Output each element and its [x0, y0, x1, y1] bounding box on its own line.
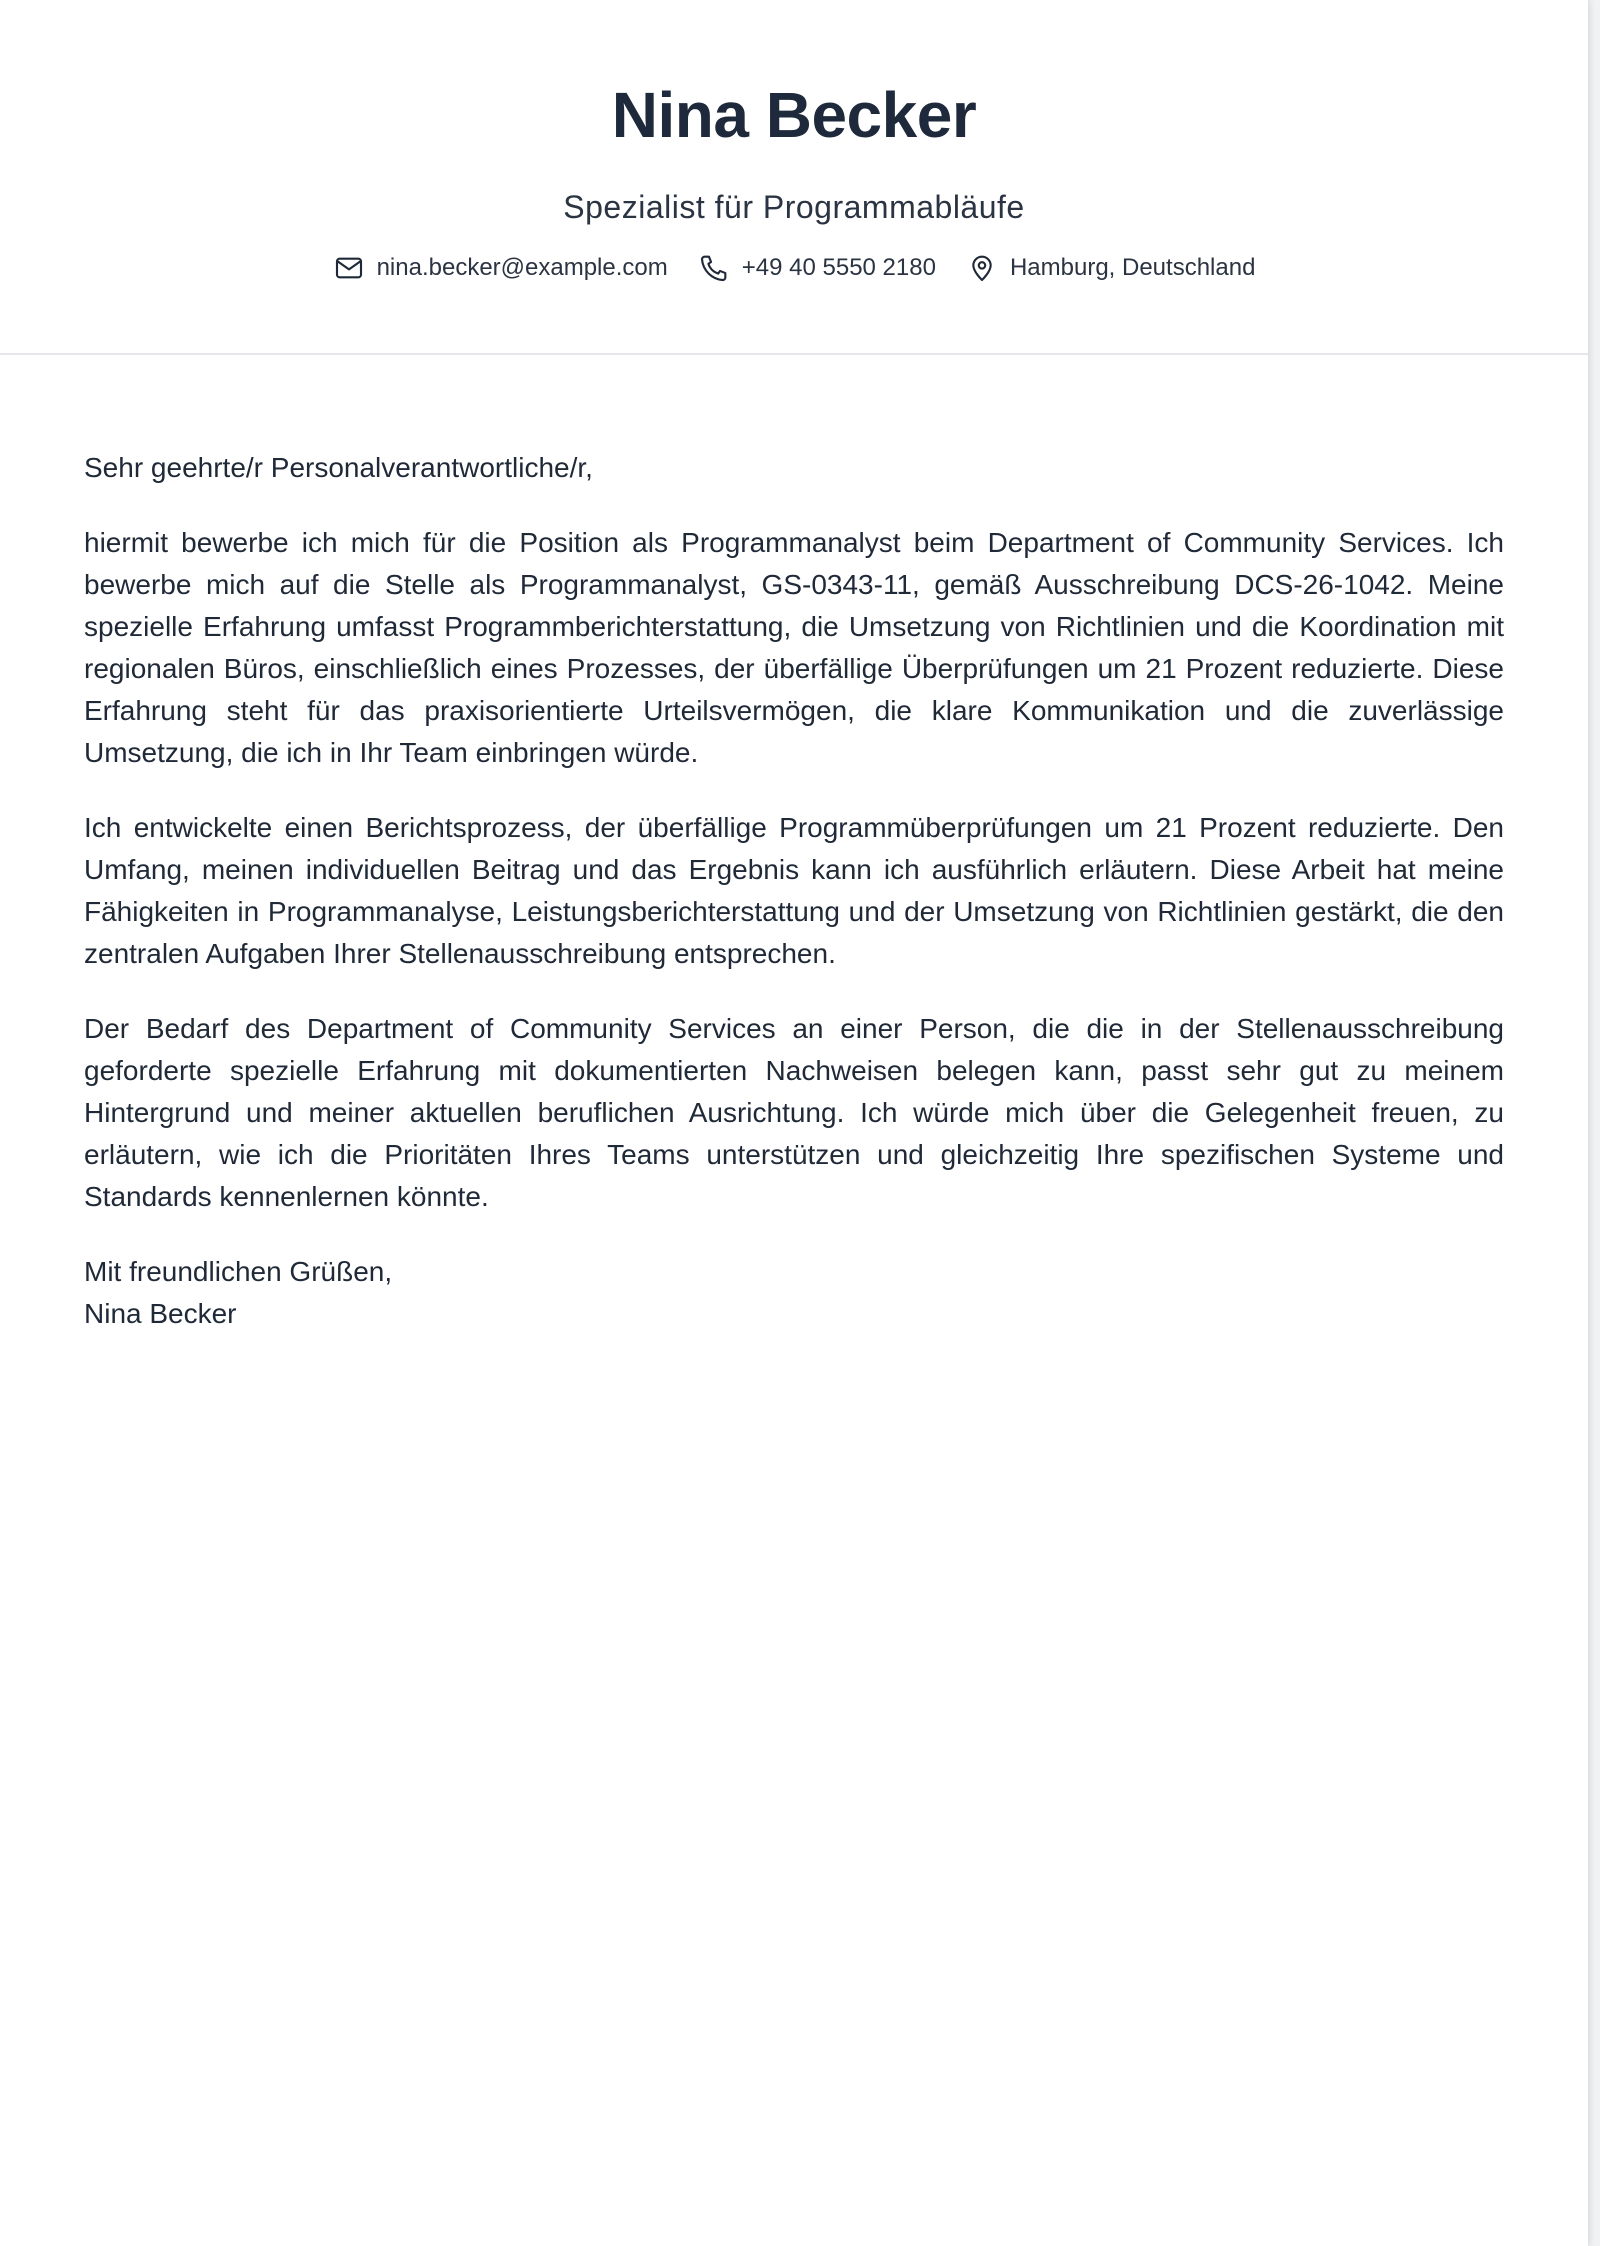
paragraph-experience: Ich entwickelte einen Berichtsprozess, der überfällige Programmüberprüfungen um 21 Prozent reduzierte. Den Umfang, meinen individuellen Beitrag und das Ergebnis kann ich ausführlich erläutern. Diese Arbeit hat meine Fähigkeiten in Programmanalyse, Leistungsberichterstattung und der Umsetzung von Richtlinien gestärkt, die den zentralen Aufgaben Ihrer Stellenausschreibung entsprechen. — [84, 812, 1504, 969]
location-text: Hamburg, Deutschland — [1009, 254, 1256, 281]
phone-text: +49 40 5550 2180 — [741, 254, 936, 281]
salutation: Sehr geehrte/r Personalverantwortliche/r, — [84, 452, 593, 483]
contact-location — [966, 252, 1255, 284]
contact-email — [333, 252, 668, 284]
envelope-icon — [333, 252, 365, 284]
signature-name: Nina Becker — [84, 1298, 237, 1329]
paragraph-intro: hiermit bewerbe ich mich für die Position als Programmanalyst beim Department of Community Services. Ich bewerbe mich auf die Stelle als Programmanalyst, GS-0343-11, gemäß Ausschreibung DCS-26-1042. Meine spezielle Erfahrung umfasst Programmberichterstattung, die Umsetzung von Richtlinien und die Koordination mit regionalen Büros, einschließlich eines Prozesses, der überfällige Überprüfungen um 21 Prozent reduzierte. Diese Erfahrung steht für das praxisorientierte Urteilsvermögen, die klare Kommunikation und die zuverlässige Umsetzung, die ich in Ihr Team einbringen würde. — [84, 527, 1504, 768]
contact-phone — [698, 252, 936, 284]
paragraph-fit: Der Bedarf des Department of Community Services an einer Person, die die in der Stellenausschreibung geforderte spezielle Erfahrung mit dokumentierten Nachweisen belegen kann, passt sehr gut zu meinem Hintergrund und meiner aktuellen beruflichen Ausrichtung. Ich würde mich über die Gelegenheit freuen, zu erläutern, wie ich die Prioritäten Ihres Teams unterstützen und gleichzeitig Ihre spezifischen Systeme und Standards kennenlernen könnte. — [84, 1013, 1504, 1212]
closing-phrase: Mit freundlichen Grüßen, — [84, 1256, 393, 1287]
contact-bar — [0, 252, 1588, 284]
letter-body — [0, 355, 1588, 1335]
email-text: nina.becker@example.com — [376, 254, 668, 281]
applicant-name: Nina Becker — [611, 79, 977, 151]
map-pin-icon — [966, 252, 998, 284]
phone-icon — [698, 252, 730, 284]
letter-header — [0, 0, 1588, 355]
applicant-title: Spezialist für Programmabläufe — [563, 189, 1025, 225]
